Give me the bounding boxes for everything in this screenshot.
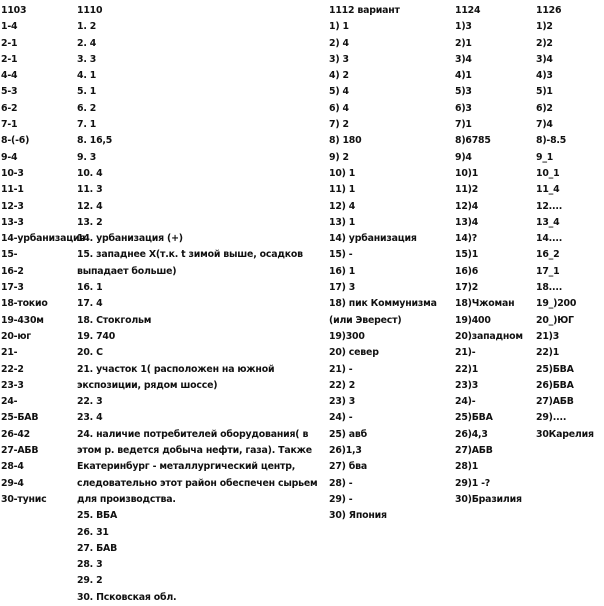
answer-line: 10_1 [536, 167, 560, 179]
answer-line: 21)3 [536, 330, 560, 342]
answer-line: 1)2 [536, 21, 553, 33]
answer-line: 28) - [329, 477, 353, 489]
column-variant-1124 [455, 3, 532, 508]
answer-line: 28)1 [455, 461, 479, 473]
answer-line: 14-урбанизация [1, 233, 86, 245]
answer-line: 9-4 [1, 151, 18, 163]
answer-line: 9_1 [536, 151, 554, 163]
answer-line: 20-юг [1, 330, 31, 342]
answer-line: 3)4 [536, 53, 553, 65]
answer-line: 15- [1, 249, 18, 261]
answer-line: 10)1 [455, 167, 479, 179]
answer-line: 27. БАВ [77, 542, 118, 554]
answer-line: 22)1 [455, 363, 479, 375]
answer-line: 27-АБВ [1, 445, 39, 457]
answer-line: 2. 4 [77, 37, 97, 49]
answer-line: 23)3 [455, 379, 479, 391]
answer-line: 5) 4 [329, 86, 349, 98]
answer-line: 27)АБВ [455, 445, 493, 457]
answer-line: 5. 1 [77, 86, 97, 98]
answer-line: 27) бва [329, 461, 367, 473]
answer-line: 29)1 -? [455, 477, 491, 489]
answer-line: 2-1 [1, 53, 18, 65]
answer-line: 8)-8.5 [536, 135, 567, 147]
answer-line: 11. 3 [77, 184, 103, 196]
answer-line: 17-3 [1, 282, 24, 294]
answer-line: 8)6785 [455, 135, 491, 147]
answer-line: 10) 1 [329, 167, 356, 179]
answer-line: 26-42 [1, 428, 30, 440]
answer-line: 13)4 [455, 216, 479, 228]
answer-line: 26)1,3 [329, 445, 362, 457]
answer-line: 18.... [536, 282, 563, 294]
column-variant-1110 [77, 3, 319, 606]
variant-header: 1112 вариант [329, 5, 400, 16]
answer-line: 16-2 [1, 265, 24, 277]
answer-line: 4. 1 [77, 70, 97, 82]
answer-line: 30. Псковская обл. [77, 591, 177, 603]
answer-line: 18. Стокгольм [77, 314, 152, 326]
answer-line: 25-БАВ [1, 412, 39, 424]
answer-line: 7)4 [536, 119, 553, 131]
answer-line: 7) 2 [329, 119, 349, 131]
answer-line: 12. 4 [77, 200, 103, 212]
answer-line: 29. 2 [77, 575, 103, 587]
answer-line: 29).... [536, 412, 567, 424]
answer-line: 9) 2 [329, 151, 349, 163]
answer-line: 14)? [455, 233, 477, 245]
variant-header: 1126 [536, 5, 562, 16]
answer-line: 28. 3 [77, 559, 103, 571]
answer-line: 4) 2 [329, 70, 349, 82]
answer-line: 18)Чжоман [455, 298, 515, 310]
answer-line: 30)Бразилия [455, 493, 522, 505]
answer-line: 5)3 [455, 86, 472, 98]
answer-line: 12.... [536, 200, 563, 212]
answer-line: 13_4 [536, 216, 560, 228]
answer-line: 24) - [329, 412, 353, 424]
answer-line: 22) 2 [329, 379, 356, 391]
answer-line: 12) 4 [329, 200, 356, 212]
answer-line: 7)1 [455, 119, 472, 131]
answer-line: 16_2 [536, 249, 560, 261]
answer-line: 2)2 [536, 37, 553, 49]
column-variant-1103 [1, 3, 86, 508]
answer-line: 8. 16,5 [77, 135, 113, 147]
answer-line: 29) - [329, 493, 353, 505]
answer-line: 1. 2 [77, 21, 97, 33]
answer-line: 22)1 [536, 347, 560, 359]
column-variant-1112 [329, 3, 453, 525]
answer-line: 16) 1 [329, 265, 356, 277]
answer-line: 17. 4 [77, 298, 103, 310]
column-variant-1126 [536, 3, 602, 443]
answer-line: 3. 3 [77, 53, 97, 65]
answer-line: 25)БВА [455, 412, 493, 424]
variant-header: 1110 [77, 5, 103, 16]
answer-line: 24. наличие потребителей оборудования( в этом р. ведется добыча нефти, газа). Также Екатеринбург - металлургический центр, следовательно этот район обеспечен сырьем для производства. [77, 428, 318, 505]
answer-line: 30-тунис [1, 493, 47, 505]
answer-line: 12)4 [455, 200, 479, 212]
answer-line: 14. урбанизация (+) [77, 233, 183, 245]
answer-line: 22-2 [1, 363, 24, 375]
answer-line: 28-4 [1, 461, 24, 473]
answer-line: 5-3 [1, 86, 18, 98]
answer-line: 5)1 [536, 86, 553, 98]
variant-header: 1103 [1, 5, 27, 16]
answer-line: 22. 3 [77, 396, 103, 408]
answer-line: 19-430м [1, 314, 44, 326]
answer-line: 17_1 [536, 265, 560, 277]
answer-line: 26)БВА [536, 379, 574, 391]
answer-line: 11)2 [455, 184, 479, 196]
answer-line: 10. 4 [77, 167, 103, 179]
answer-line: 23-3 [1, 379, 24, 391]
answer-line: 21- [1, 347, 18, 359]
answer-line: 20_)ЮГ [536, 314, 574, 326]
answer-line: 20. С [77, 347, 103, 359]
answer-line: 19)400 [455, 314, 491, 326]
answer-line: 6)2 [536, 102, 553, 114]
answer-line: 20) север [329, 347, 379, 359]
answer-line: 19. 740 [77, 330, 116, 342]
answer-line: 20)западном [455, 330, 523, 342]
answer-line: 15. западнее Х(т.к. t зимой выше, осадков выпадает больше) [77, 249, 303, 277]
answer-line: 25) авб [329, 428, 367, 440]
answer-line: 30Карелия [536, 428, 594, 440]
answer-line: 16. 1 [77, 282, 103, 294]
answer-line: 2) 4 [329, 37, 349, 49]
answer-line: 21)- [455, 347, 476, 359]
answer-line: 8-(-6) [1, 135, 30, 147]
answer-line: 18) пик Коммунизма (или Эверест) [329, 298, 437, 326]
answer-line: 11-1 [1, 184, 24, 196]
answer-line: 19)300 [329, 330, 365, 342]
answer-line: 27)АБВ [536, 396, 574, 408]
answer-line: 6. 2 [77, 102, 97, 114]
answer-line: 10-3 [1, 167, 24, 179]
answer-line: 25)БВА [536, 363, 574, 375]
answer-line: 9. 3 [77, 151, 97, 163]
answer-line: 24- [1, 396, 18, 408]
answer-line: 11_4 [536, 184, 560, 196]
answer-line: 2)1 [455, 37, 472, 49]
answer-line: 26)4,3 [455, 428, 488, 440]
answer-line: 4)3 [536, 70, 553, 82]
answer-line: 1)3 [455, 21, 472, 33]
answer-line: 23. 4 [77, 412, 103, 424]
answer-line: 4)1 [455, 70, 472, 82]
answer-line: 24)- [455, 396, 476, 408]
answer-line: 19_)200 [536, 298, 577, 310]
answer-line: 4-4 [1, 70, 18, 82]
answer-line: 3) 3 [329, 53, 349, 65]
variant-header: 1124 [455, 5, 481, 16]
answer-line: 2-1 [1, 37, 18, 49]
answer-line: 1) 1 [329, 21, 349, 33]
answer-line: 21) - [329, 363, 353, 375]
answer-line: 18-токио [1, 298, 48, 310]
answer-line: 29-4 [1, 477, 24, 489]
answer-line: 15) - [329, 249, 353, 261]
answer-line: 6) 4 [329, 102, 349, 114]
answer-line: 1-4 [1, 21, 18, 33]
answer-line: 9)4 [455, 151, 472, 163]
answer-line: 6)3 [455, 102, 472, 114]
answer-line: 7-1 [1, 119, 18, 131]
answer-line: 8) 180 [329, 135, 362, 147]
answer-line: 26. 31 [77, 526, 109, 538]
answer-line: 21. участок 1( расположен на южной экспозиции, рядом шоссе) [77, 363, 275, 391]
answer-line: 12-3 [1, 200, 24, 212]
answer-line: 30) Япония [329, 510, 387, 522]
answer-line: 16)6 [455, 265, 479, 277]
answer-line: 25. ВБА [77, 510, 118, 522]
answer-line: 6-2 [1, 102, 18, 114]
answer-line: 3)4 [455, 53, 472, 65]
answer-line: 14) урбанизация [329, 233, 417, 245]
answer-line: 11) 1 [329, 184, 356, 196]
answer-line: 7. 1 [77, 119, 97, 131]
answer-line: 17) 3 [329, 282, 356, 294]
answer-line: 13. 2 [77, 216, 103, 228]
answer-line: 13-3 [1, 216, 24, 228]
answer-line: 17)2 [455, 282, 479, 294]
answer-line: 13) 1 [329, 216, 356, 228]
answer-line: 15)1 [455, 249, 479, 261]
answer-line: 23) 3 [329, 396, 356, 408]
answer-line: 14.... [536, 233, 563, 245]
